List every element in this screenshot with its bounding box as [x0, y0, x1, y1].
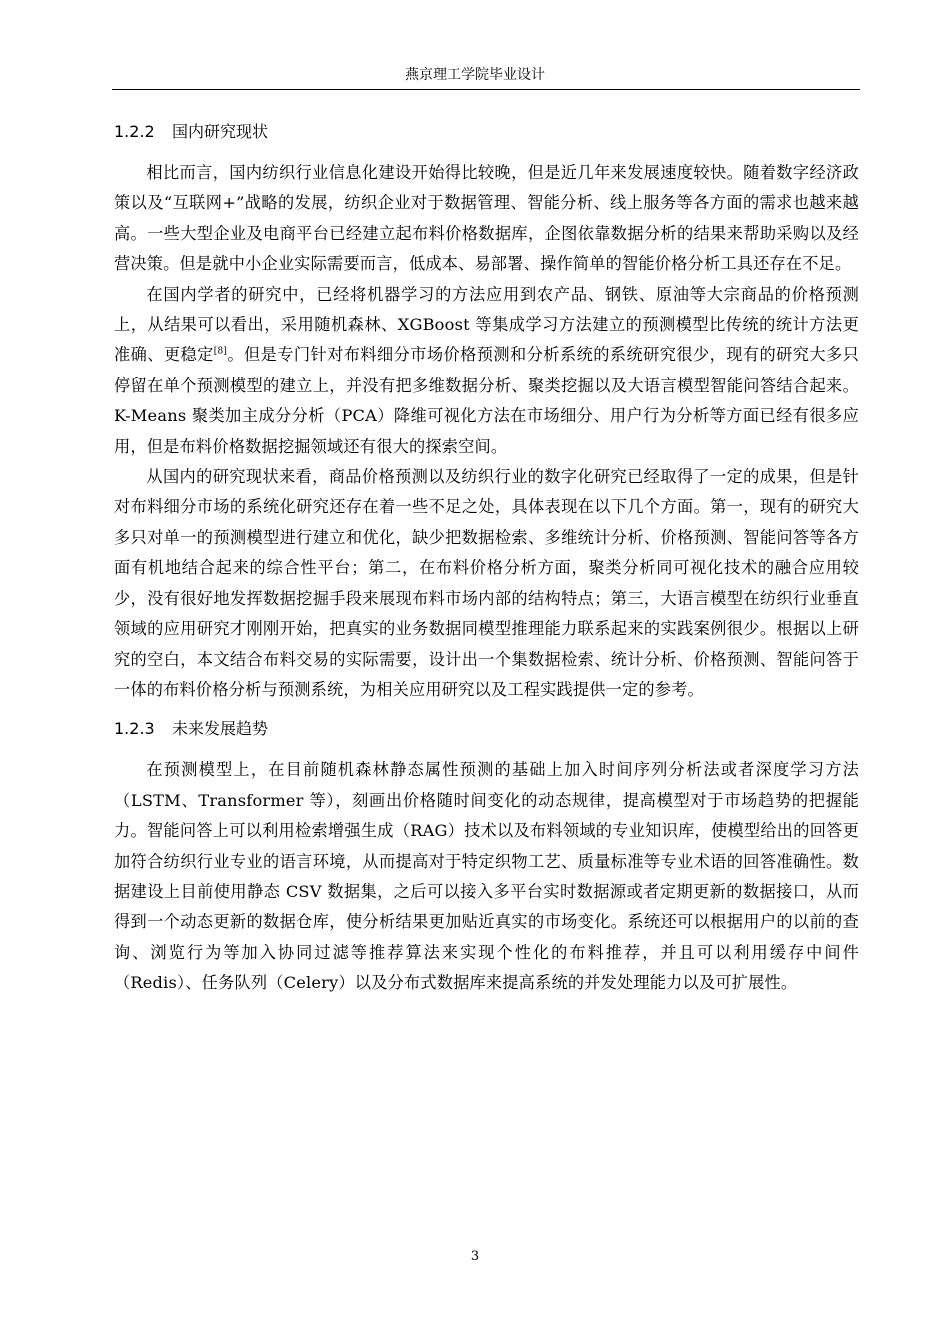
page-number: 3: [470, 1249, 480, 1264]
section-spacer: [114, 705, 859, 717]
header-rule: [112, 89, 860, 90]
section-heading-1-2-2: [114, 120, 859, 144]
section-number: 1.2.3: [114, 719, 155, 739]
paragraph-text: 。但是专门针对布料细分市场价格预测和分析系统的系统研究很少，现有的研究大多只停留在单个预测模型的建立上，并没有把多维数据分析、聚类挖掘以及大语言模型智能问答结合起来。K-Means 聚类加主成分分析（PCA）降维可视化方法在市场细分、用户行为分析等方面已经有很多应用，但是布料价格数据挖掘领域还有很大的探索空间。: [114, 345, 859, 456]
page-content: [114, 120, 859, 999]
section-heading-1-2-3: [114, 717, 859, 741]
paragraph: 从国内的研究现状来看，商品价格预测以及纺织行业的数字化研究已经取得了一定的成果，但是针对布料细分市场的系统化研究还存在着一些不足之处，具体表现在以下几个方面。第一，现有的研究大多只对单一的预测模型进行建立和优化，缺少把数据检索、多维统计分析、价格预测、智能问答等各方面有机地结合起来的综合性平台；第二，在布料价格分析方面，聚类分析同可视化技术的融合应用较少，没有很好地发挥数据挖掘手段来展现布料市场内部的结构特点；第三，大语言模型在纺织行业垂直领域的应用研究才刚刚开始，把真实的业务数据同模型推理能力联系起来的实践案例很少。根据以上研究的空白，本文结合布料交易的实际需要，设计出一个集数据检索、统计分析、价格预测、智能问答于一体的布料价格分析与预测系统，为相关应用研究以及工程实践提供一定的参考。: [114, 467, 859, 699]
running-header: 燕京理工学院毕业设计: [405, 67, 545, 83]
paragraph-text: 在国内学者的研究中，已经将机器学习的方法应用到农产品、钢铁、原油等大宗商品的价格预测上，从结果可以看出，采用随机森林、XGBoost 等集成学习方法建立的预测模型比传统的统计方法更准确、更稳定: [114, 284, 859, 365]
section-title: 国内研究现状: [172, 122, 269, 141]
paragraph: 在预测模型上，在目前随机森林静态属性预测的基础上加入时间序列分析法或者深度学习方法（LSTM、Transformer 等），刻画出价格随时间变化的动态规律，提高模型对于市场趋势的把握能力。智能问答上可以利用检索增强生成（RAG）技术以及布料领域的专业知识库，使模型给出的回答更加符合纺织行业专业的语言环境，从而提高对于特定织物工艺、质量标准等专业术语的回答准确性。数据建设上目前使用静态 CSV 数据集，之后可以接入多平台实时数据源或者定期更新的数据接口，从而得到一个动态更新的数据仓库，使分析结果更加贴近真实的市场变化。系统还可以根据用户的以前的查询、浏览行为等加入协同过滤等推荐算法来实现个性化的布料推荐，并且可以利用缓存中间件（Redis）、任务队列（Celery）以及分布式数据库来提高系统的并发处理能力以及可扩展性。: [114, 760, 859, 993]
paragraph: 相比而言，国内纺织行业信息化建设开始得比较晚，但是近几年来发展速度较快。随着数字经济政策以及“互联网+”战略的发展，纺织企业对于数据管理、智能分析、线上服务等各方面的需求也越来越高。一些大型企业及电商平台已经建立起布料价格数据库，企图依靠数据分析的结果来帮助采购以及经营决策。但是就中小企业实际需要而言，低成本、易部署、操作简单的智能价格分析工具还存在不足。: [114, 163, 859, 274]
citation-mark: [8]: [213, 347, 228, 358]
section-title: 未来发展趋势: [172, 719, 269, 739]
paragraph-with-citation: [114, 280, 859, 462]
section-number: 1.2.2: [114, 122, 155, 141]
